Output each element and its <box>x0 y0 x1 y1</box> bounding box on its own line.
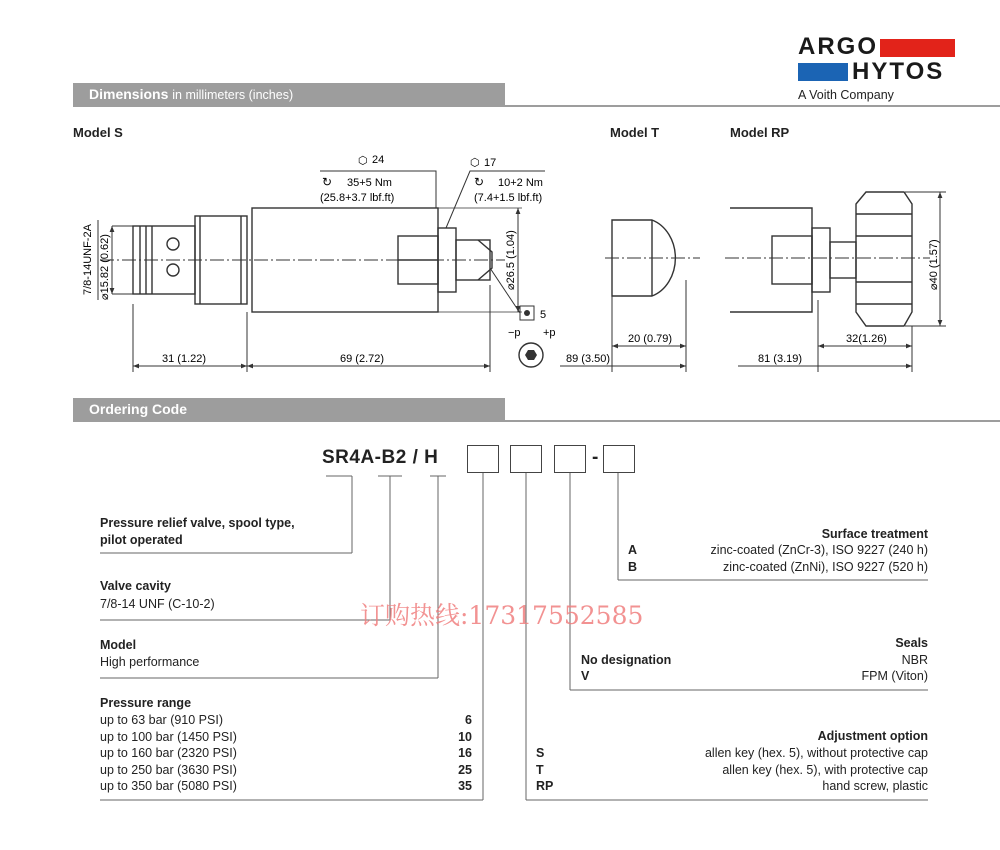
valve-type-line1: Pressure relief valve, spool type, <box>100 516 295 530</box>
pressure-row-code: 10 <box>458 730 472 744</box>
ordering-title: Ordering Code <box>89 401 188 417</box>
adjust-code-s: S <box>536 746 545 760</box>
torque1-imperial: (25.8+3.7 lbf.ft) <box>320 192 395 204</box>
pressure-row-code: 16 <box>458 746 472 760</box>
torque1-label: 35+5 Nm <box>347 177 392 189</box>
hex24-label: 24 <box>372 154 385 166</box>
pressure-row-code: 35 <box>458 779 472 793</box>
valve-type-line2: pilot operated <box>100 533 183 547</box>
surface-code-a: A <box>628 543 638 557</box>
seals-title: Seals <box>895 636 928 650</box>
seals-label-fpm: FPM (Viton) <box>861 669 928 683</box>
hotline-watermark: 订购热线:17317552585 <box>360 601 644 630</box>
surface-code-b: B <box>628 560 638 574</box>
cavity-value: 7/8-14 UNF (C-10-2) <box>100 597 215 611</box>
hex5-label: 5 <box>540 309 547 321</box>
model-s-label: Model S <box>73 125 123 140</box>
pressure-row-label: up to 250 bar (3630 PSI) <box>100 763 237 777</box>
adjustment-title: Adjustment option <box>817 729 928 743</box>
hex24-icon: ⬡ <box>358 155 368 167</box>
code-dash: - <box>592 447 599 468</box>
dia-15-label: ⌀15.82 (0.62) <box>99 234 111 300</box>
pressure-row-code: 25 <box>458 763 472 777</box>
pressure-row-label: up to 100 bar (1450 PSI) <box>100 730 237 744</box>
torque2-icon: ↻ <box>474 175 485 189</box>
pressure-title: Pressure range <box>100 696 192 710</box>
pressure-row-label: up to 350 bar (5080 PSI) <box>100 779 237 793</box>
dimensions-title: Dimensions <box>89 86 169 102</box>
cavity-title: Valve cavity <box>100 579 171 593</box>
pressure-row-label: up to 160 bar (2320 PSI) <box>100 746 237 760</box>
dim-81-label: 81 (3.19) <box>758 353 803 365</box>
adjust-code-t: T <box>536 763 544 777</box>
surface-label-b: zinc-coated (ZnNi), ISO 9227 (520 h) <box>723 560 928 574</box>
adjust-label-s: allen key (hex. 5), without protective cap <box>704 746 928 760</box>
minus-p-label: −p <box>508 327 521 339</box>
model-rp-label: Model RP <box>730 125 790 140</box>
dimensions-subtitle: in millimeters (inches) <box>172 88 294 102</box>
adjust-label-rp: hand screw, plastic <box>822 779 928 793</box>
model-value: High performance <box>100 655 200 669</box>
surface-label-a: zinc-coated (ZnCr-3), ISO 9227 (240 h) <box>710 543 928 557</box>
dia-40-label: ⌀40 (1.57) <box>928 239 940 290</box>
logo-text-hytos: HYTOS <box>852 58 945 85</box>
dim-32-label: 32(1.26) <box>846 333 887 345</box>
logo-tagline: A Voith Company <box>798 88 894 102</box>
pressure-row-code: 6 <box>465 713 472 727</box>
model-t-label: Model T <box>610 125 660 140</box>
dim-89-label: 89 (3.50) <box>566 353 611 365</box>
hex17-label: 17 <box>484 157 497 169</box>
hex17-icon: ⬡ <box>470 157 480 169</box>
torque2-imperial: (7.4+1.5 lbf.ft) <box>474 192 543 204</box>
model-title: Model <box>100 638 137 652</box>
plus-p-label: +p <box>543 327 556 339</box>
order-code-base: SR4A-B2 / H <box>322 447 439 468</box>
surface-title: Surface treatment <box>821 527 928 541</box>
torque1-icon: ↻ <box>322 175 333 189</box>
dim-69-label: 69 (2.72) <box>340 353 385 365</box>
seals-code-v: V <box>581 669 590 683</box>
pressure-row-label: up to 63 bar (910 PSI) <box>100 713 223 727</box>
dim-20-label: 20 (0.79) <box>628 333 673 345</box>
seals-code-none: No designation <box>581 653 672 667</box>
logo-text-argo: ARGO <box>798 33 878 60</box>
dim-31-label: 31 (1.22) <box>162 353 207 365</box>
dia-26-label: ⌀26.5 (1.04) <box>505 230 517 290</box>
adjust-code-rp: RP <box>536 779 554 793</box>
seals-label-nbr: NBR <box>901 653 928 667</box>
adjust-label-t: allen key (hex. 5), with protective cap <box>722 763 928 777</box>
thread-spec-label: 7/8-14UNF-2A <box>82 224 94 295</box>
torque2-label: 10+2 Nm <box>498 177 543 189</box>
